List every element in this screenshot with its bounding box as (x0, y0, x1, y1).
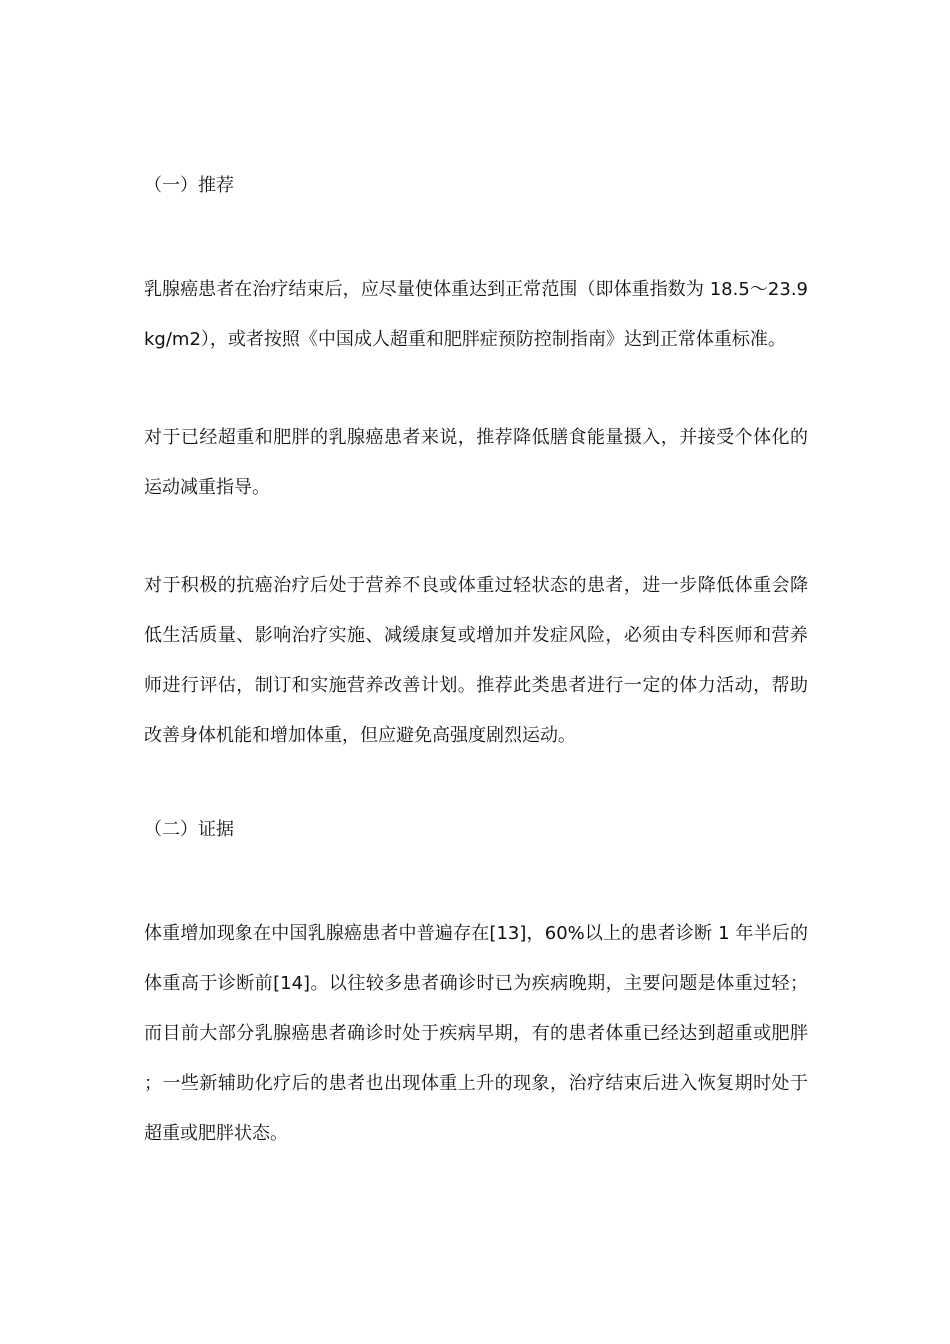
document-body (144, 165, 808, 1159)
section-heading-recommendation: （一）推荐 (144, 175, 234, 196)
paragraph-evidence: 体重增加现象在中国乳腺癌患者中普遍存在[13]，60%以上的患者诊断 1 年半后的体重高于诊断前[14]。以往较多患者确诊时已为疾病晚期，主要问题是体重过轻；而目前大部分乳腺癌患者确诊时处于疾病早期，有的患者体重已经达到超重或肥胖；一些新辅助化疗后的患者也出现体重上升的现象，治疗结束后进入恢复期时处于超重或肥胖状态。 (144, 923, 808, 1144)
paragraph-overweight-advice: 对于已经超重和肥胖的乳腺癌患者来说，推荐降低膳食能量摄入，并接受个体化的运动减重指导。 (144, 427, 808, 498)
paragraph-target-weight: 乳腺癌患者在治疗结束后，应尽量使体重达到正常范围（即体重指数为 18.5～23.9 kg/m2），或者按照《中国成人超重和肥胖症预防控制指南》达到正常体重标准。 (144, 279, 808, 350)
paragraph-underweight-advice: 对于积极的抗癌治疗后处于营养不良或体重过轻状态的患者，进一步降低体重会降低生活质量、影响治疗实施、减缓康复或增加并发症风险，必须由专科医师和营养师进行评估，制订和实施营养改善计划。推荐此类患者进行一定的体力活动，帮助改善身体机能和增加体重，但应避免高强度剧烈运动。 (144, 575, 808, 746)
section-heading-evidence: （二）证据 (144, 819, 234, 840)
